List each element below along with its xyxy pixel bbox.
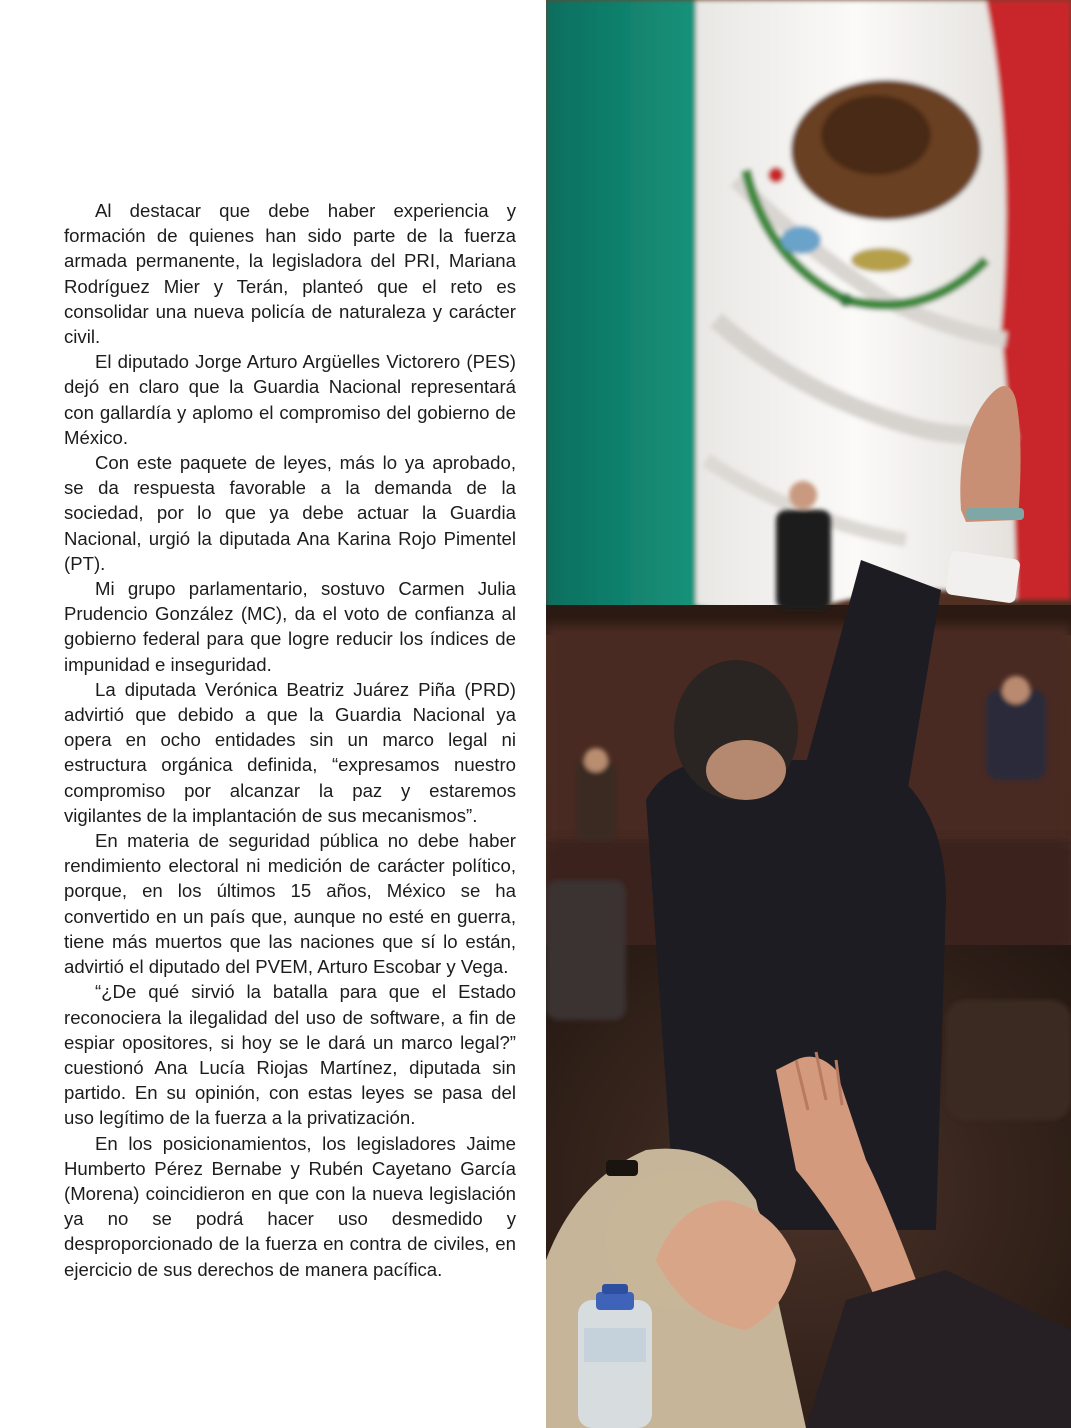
paragraph: En los posicionamientos, los legisladores Jaime Humberto Pérez Bernabe y Rubén Cayetano García (Morena) coincidieron en que con la nueva legislación ya no se podrá hacer uso desmedido y desproporcionado de la fuerza en contra de civiles, en ejercicio de sus derechos de manera pacífica. [64,1132,516,1280]
paragraph: En materia de seguridad pública no debe haber rendimiento electoral ni medición de carácter político, porque, en los últimos 15 años, México se ha convertido en un país que, aunque no esté en guerra, tiene más muertos que las naciones que sí lo están, advirtió el diputado del PVEM, Arturo Escobar y Vega. [64,830,516,978]
paragraph: Con este paquete de leyes, más lo ya aprobado, se da respuesta favorable a la demanda de la sociedad, por lo que ya debe actuar la Guardia Nacional, urgió la diputada Ana Karina Rojo Pimentel (PT). [64,452,516,574]
article-text [64,198,516,1282]
paragraph: Mi grupo parlamentario, sostuvo Carmen Julia Prudencio González (MC), da el voto de confianza al gobierno federal para que logre reducir los índices de impunidad e inseguridad. [64,578,516,675]
paragraph: El diputado Jorge Arturo Argüelles Victorero (PES) dejó en claro que la Guardia Nacional representará con gallardía y aplomo el compromiso del gobierno de México. [64,351,516,448]
paragraph: La diputada Verónica Beatriz Juárez Piña (PRD) advirtió que debido a que la Guardia Nacional ya opera en ocho entidades sin un marco legal ni estructura orgánica definida, “expresamos nuestro compromiso por alcanzar la paz y estaremos vigilantes de la implantación de sus mecanismos”. [64,678,516,826]
paragraph: “¿De qué sirvió la batalla para que el Estado reconociera la ilegalidad del uso de software, a fin de espiar opositores, si hoy se le dará un marco legal?” cuestionó Ana Lucía Riojas Martínez, diputada sin partido. En su opinión, con estas leyes se pasa del uso legítimo de la fuerza a la privatización. [64,981,516,1129]
paragraph: Al destacar que debe haber experiencia y formación de quienes han sido parte de la fuerza armada permanente, la legisladora del PRI, Mariana Rodríguez Mier y Terán, planteó que el reto es consolidar una nueva policía de naturaleza y carácter civil. [64,200,516,348]
chamber-vote-photo [546,0,1071,1428]
